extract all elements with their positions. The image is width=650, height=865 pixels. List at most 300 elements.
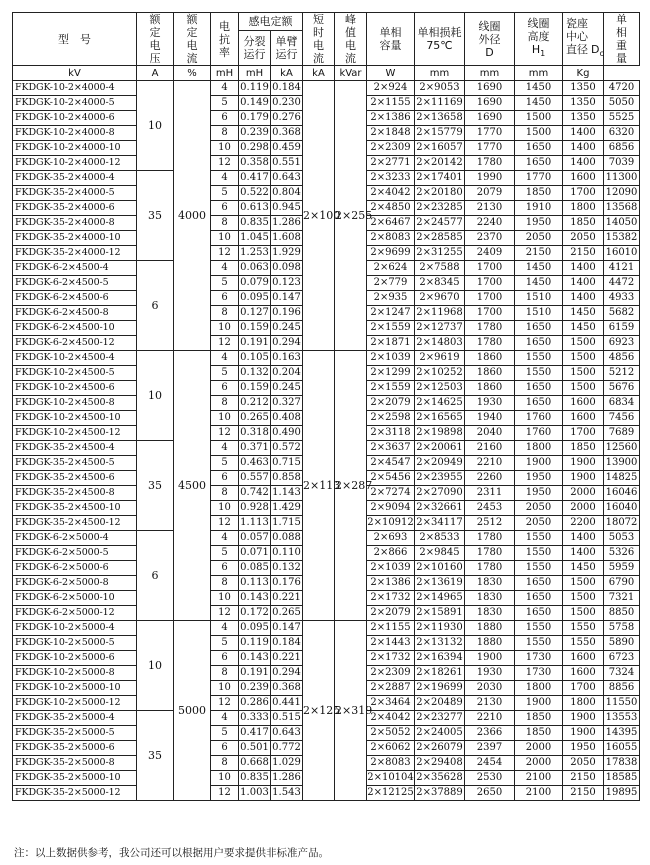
- single-arm-inductance-cell: 0.945: [271, 201, 303, 216]
- col-split-operation: 分裂运行: [239, 31, 271, 66]
- model-cell: FKDGK-35-2×4500-6: [13, 471, 137, 486]
- single-arm-inductance-cell: 0.221: [271, 651, 303, 666]
- single-arm-inductance-cell: 1.143: [271, 486, 303, 501]
- weight-cell: 4121: [604, 261, 640, 276]
- loss-cell: 2×24005: [415, 726, 465, 741]
- capacity-cell: 2×2887: [367, 681, 415, 696]
- coil-height-cell: 1760: [515, 426, 563, 441]
- weight-cell: 5676: [604, 381, 640, 396]
- loss-cell: 2×14803: [415, 336, 465, 351]
- split-inductance-cell: 0.191: [239, 666, 271, 681]
- insulator-diameter-cell: 1450: [563, 561, 604, 576]
- loss-cell: 2×23285: [415, 201, 465, 216]
- loss-cell: 2×35628: [415, 771, 465, 786]
- capacity-cell: 2×8083: [367, 231, 415, 246]
- single-arm-inductance-cell: 0.245: [271, 321, 303, 336]
- coil-height-cell: 1510: [515, 291, 563, 306]
- single-arm-inductance-cell: 0.858: [271, 471, 303, 486]
- capacity-cell: 2×8083: [367, 756, 415, 771]
- coil-diameter-cell: 2311: [465, 486, 515, 501]
- split-inductance-cell: 0.417: [239, 171, 271, 186]
- model-cell: FKDGK-35-2×5000-4: [13, 711, 137, 726]
- loss-cell: 2×34117: [415, 516, 465, 531]
- loss-cell: 2×20949: [415, 456, 465, 471]
- weight-cell: 6923: [604, 336, 640, 351]
- insulator-diameter-cell: 2150: [563, 771, 604, 786]
- model-cell: FKDGK-6-2×4500-5: [13, 276, 137, 291]
- weight-cell: 4720: [604, 81, 640, 96]
- loss-cell: 2×9845: [415, 546, 465, 561]
- col-insulator-center-diameter: 瓷座中心直径 $D_c$: [563, 13, 604, 66]
- coil-diameter-cell: 1780: [465, 336, 515, 351]
- insulator-diameter-cell: 1350: [563, 81, 604, 96]
- loss-cell: 2×28585: [415, 231, 465, 246]
- single-arm-inductance-cell: 0.572: [271, 441, 303, 456]
- reactance-cell: 5: [211, 276, 239, 291]
- split-inductance-cell: 0.417: [239, 726, 271, 741]
- model-cell: FKDGK-35-2×5000-8: [13, 756, 137, 771]
- split-inductance-cell: 0.463: [239, 456, 271, 471]
- split-inductance-cell: 0.057: [239, 531, 271, 546]
- single-arm-inductance-cell: 1.286: [271, 216, 303, 231]
- loss-cell: 2×13619: [415, 576, 465, 591]
- insulator-diameter-cell: 1850: [563, 441, 604, 456]
- capacity-cell: 2×1848: [367, 126, 415, 141]
- coil-height-cell: 1550: [515, 366, 563, 381]
- weight-cell: 14395: [604, 726, 640, 741]
- reactance-cell: 6: [211, 561, 239, 576]
- weight-cell: 5326: [604, 546, 640, 561]
- insulator-diameter-cell: 1400: [563, 276, 604, 291]
- loss-cell: 2×13658: [415, 111, 465, 126]
- capacity-cell: 2×4850: [367, 201, 415, 216]
- model-cell: FKDGK-6-2×4500-8: [13, 306, 137, 321]
- col-peak-current: 峰值电流: [335, 13, 367, 66]
- loss-cell: 2×23277: [415, 711, 465, 726]
- coil-diameter-cell: 1990: [465, 171, 515, 186]
- capacity-cell: 2×2309: [367, 141, 415, 156]
- weight-cell: 7324: [604, 666, 640, 681]
- coil-height-cell: 1850: [515, 726, 563, 741]
- coil-height-cell: 1650: [515, 141, 563, 156]
- capacity-cell: 2×866: [367, 546, 415, 561]
- model-cell: FKDGK-6-2×5000-4: [13, 531, 137, 546]
- model-cell: FKDGK-35-2×4000-5: [13, 186, 137, 201]
- reactance-cell: 4: [211, 261, 239, 276]
- loss-cell: 2×18261: [415, 666, 465, 681]
- weight-cell: 5959: [604, 561, 640, 576]
- reactance-cell: 5: [211, 96, 239, 111]
- split-inductance-cell: 0.501: [239, 741, 271, 756]
- reactance-cell: 10: [211, 321, 239, 336]
- weight-cell: 4472: [604, 276, 640, 291]
- weight-cell: 18585: [604, 771, 640, 786]
- loss-cell: 2×27090: [415, 486, 465, 501]
- insulator-diameter-cell: 1450: [563, 306, 604, 321]
- split-inductance-cell: 0.127: [239, 306, 271, 321]
- single-arm-inductance-cell: 0.184: [271, 81, 303, 96]
- single-arm-inductance-cell: 0.490: [271, 426, 303, 441]
- single-arm-inductance-cell: 1.543: [271, 786, 303, 801]
- capacity-cell: 2×1732: [367, 651, 415, 666]
- current-cell: 4500: [174, 351, 211, 621]
- model-cell: FKDGK-10-2×4500-4: [13, 351, 137, 366]
- model-cell: FKDGK-35-2×5000-10: [13, 771, 137, 786]
- insulator-diameter-cell: 2000: [563, 486, 604, 501]
- insulator-diameter-cell: 2050: [563, 231, 604, 246]
- col-single-phase-weight: 单相重量: [604, 13, 640, 66]
- reactance-cell: 6: [211, 741, 239, 756]
- loss-cell: 2×20180: [415, 186, 465, 201]
- model-cell: FKDGK-35-2×5000-6: [13, 741, 137, 756]
- reactance-cell: 4: [211, 711, 239, 726]
- model-cell: FKDGK-10-2×5000-4: [13, 621, 137, 636]
- weight-cell: 6834: [604, 396, 640, 411]
- coil-diameter-cell: 1700: [465, 306, 515, 321]
- coil-diameter-cell: 2397: [465, 741, 515, 756]
- split-inductance-cell: 0.212: [239, 396, 271, 411]
- insulator-diameter-cell: 1400: [563, 156, 604, 171]
- model-cell: FKDGK-35-2×4500-5: [13, 456, 137, 471]
- coil-height-cell: 1650: [515, 381, 563, 396]
- coil-diameter-cell: 1780: [465, 531, 515, 546]
- capacity-cell: 2×4042: [367, 186, 415, 201]
- coil-height-cell: 2100: [515, 771, 563, 786]
- insulator-diameter-cell: 1600: [563, 666, 604, 681]
- capacity-cell: 2×935: [367, 291, 415, 306]
- split-inductance-cell: 1.253: [239, 246, 271, 261]
- capacity-cell: 2×3118: [367, 426, 415, 441]
- weight-cell: 16010: [604, 246, 640, 261]
- coil-height-cell: 1850: [515, 711, 563, 726]
- reactance-cell: 6: [211, 201, 239, 216]
- loss-cell: 2×8345: [415, 276, 465, 291]
- reactance-cell: 12: [211, 246, 239, 261]
- coil-height-cell: 1730: [515, 666, 563, 681]
- split-inductance-cell: 0.191: [239, 336, 271, 351]
- coil-diameter-cell: 1770: [465, 126, 515, 141]
- coil-diameter-cell: 1700: [465, 276, 515, 291]
- single-arm-inductance-cell: 1.715: [271, 516, 303, 531]
- single-arm-inductance-cell: 0.147: [271, 291, 303, 306]
- split-inductance-cell: 0.613: [239, 201, 271, 216]
- model-cell: FKDGK-35-2×4500-8: [13, 486, 137, 501]
- coil-height-cell: 1770: [515, 171, 563, 186]
- loss-cell: 2×14625: [415, 396, 465, 411]
- voltage-cell: 10: [137, 81, 174, 171]
- split-inductance-cell: 0.159: [239, 381, 271, 396]
- capacity-cell: 2×1559: [367, 381, 415, 396]
- weight-cell: 15382: [604, 231, 640, 246]
- insulator-diameter-cell: 1600: [563, 396, 604, 411]
- capacity-cell: 2×3464: [367, 696, 415, 711]
- weight-cell: 7039: [604, 156, 640, 171]
- insulator-diameter-cell: 1700: [563, 426, 604, 441]
- split-inductance-cell: 1.113: [239, 516, 271, 531]
- weight-cell: 8856: [604, 681, 640, 696]
- coil-height-cell: 1800: [515, 681, 563, 696]
- coil-diameter-cell: 1770: [465, 141, 515, 156]
- unit-cell: mm: [515, 66, 563, 81]
- reactance-cell: 6: [211, 291, 239, 306]
- reactance-cell: 5: [211, 186, 239, 201]
- reactance-cell: 5: [211, 366, 239, 381]
- weight-cell: 11550: [604, 696, 640, 711]
- col-single-phase-loss: 单相损耗 75℃: [415, 13, 465, 66]
- coil-height-cell: 1450: [515, 81, 563, 96]
- split-inductance-cell: 0.172: [239, 606, 271, 621]
- insulator-diameter-cell: 1700: [563, 681, 604, 696]
- capacity-cell: 2×10912: [367, 516, 415, 531]
- coil-height-cell: 1450: [515, 96, 563, 111]
- single-arm-inductance-cell: 0.408: [271, 411, 303, 426]
- capacity-cell: 2×624: [367, 261, 415, 276]
- coil-height-cell: 1650: [515, 156, 563, 171]
- model-cell: FKDGK-10-2×4500-5: [13, 366, 137, 381]
- loss-cell: 2×11930: [415, 621, 465, 636]
- insulator-diameter-cell: 1500: [563, 336, 604, 351]
- split-inductance-cell: 0.742: [239, 486, 271, 501]
- insulator-diameter-cell: 1900: [563, 726, 604, 741]
- capacity-cell: 2×2309: [367, 666, 415, 681]
- col-reactance-rate: 电抗率: [211, 13, 239, 66]
- insulator-diameter-cell: 1550: [563, 636, 604, 651]
- coil-height-cell: 1450: [515, 276, 563, 291]
- single-arm-inductance-cell: 0.163: [271, 351, 303, 366]
- model-cell: FKDGK-10-2×4500-12: [13, 426, 137, 441]
- insulator-diameter-cell: 1950: [563, 741, 604, 756]
- model-cell: FKDGK-6-2×5000-12: [13, 606, 137, 621]
- weight-cell: 8850: [604, 606, 640, 621]
- single-arm-inductance-cell: 0.204: [271, 366, 303, 381]
- single-arm-inductance-cell: 0.123: [271, 276, 303, 291]
- coil-height-cell: 1760: [515, 411, 563, 426]
- reactance-cell: 12: [211, 156, 239, 171]
- split-inductance-cell: 0.085: [239, 561, 271, 576]
- capacity-cell: 2×9699: [367, 246, 415, 261]
- reactance-cell: 12: [211, 516, 239, 531]
- single-arm-inductance-cell: 0.804: [271, 186, 303, 201]
- coil-height-cell: 1850: [515, 186, 563, 201]
- capacity-cell: 2×693: [367, 531, 415, 546]
- model-cell: FKDGK-10-2×4000-12: [13, 156, 137, 171]
- loss-cell: 2×24577: [415, 216, 465, 231]
- coil-diameter-cell: 2260: [465, 471, 515, 486]
- capacity-cell: 2×2598: [367, 411, 415, 426]
- capacity-cell: 2×7274: [367, 486, 415, 501]
- insulator-diameter-cell: 1600: [563, 171, 604, 186]
- coil-diameter-cell: 2030: [465, 681, 515, 696]
- split-inductance-cell: 0.265: [239, 411, 271, 426]
- model-cell: FKDGK-6-2×5000-5: [13, 546, 137, 561]
- reactance-cell: 10: [211, 591, 239, 606]
- model-cell: FKDGK-10-2×5000-6: [13, 651, 137, 666]
- split-inductance-cell: 0.298: [239, 141, 271, 156]
- capacity-cell: 2×1155: [367, 96, 415, 111]
- reactance-cell: 8: [211, 756, 239, 771]
- voltage-cell: 10: [137, 621, 174, 711]
- loss-cell: 2×12503: [415, 381, 465, 396]
- loss-cell: 2×9670: [415, 291, 465, 306]
- insulator-diameter-cell: 1850: [563, 216, 604, 231]
- insulator-diameter-cell: 1800: [563, 201, 604, 216]
- loss-cell: 2×9619: [415, 351, 465, 366]
- coil-height-cell: 1550: [515, 561, 563, 576]
- coil-diameter-cell: 1930: [465, 396, 515, 411]
- reactance-cell: 8: [211, 396, 239, 411]
- split-inductance-cell: 0.071: [239, 546, 271, 561]
- model-cell: FKDGK-10-2×4000-8: [13, 126, 137, 141]
- unit-cell: Kg: [563, 66, 604, 81]
- reactance-cell: 8: [211, 126, 239, 141]
- capacity-cell: 2×3233: [367, 171, 415, 186]
- reactance-cell: 4: [211, 81, 239, 96]
- weight-cell: 19895: [604, 786, 640, 801]
- insulator-diameter-cell: 1900: [563, 711, 604, 726]
- coil-diameter-cell: 1830: [465, 606, 515, 621]
- split-inductance-cell: 0.668: [239, 756, 271, 771]
- model-cell: FKDGK-10-2×4000-4: [13, 81, 137, 96]
- weight-cell: 6320: [604, 126, 640, 141]
- unit-cell: W: [367, 66, 415, 81]
- loss-cell: 2×23955: [415, 471, 465, 486]
- reactance-cell: 12: [211, 606, 239, 621]
- weight-cell: 5525: [604, 111, 640, 126]
- coil-diameter-cell: 2650: [465, 786, 515, 801]
- loss-cell: 2×16394: [415, 651, 465, 666]
- split-inductance-cell: 0.079: [239, 276, 271, 291]
- coil-height-cell: 1800: [515, 441, 563, 456]
- loss-cell: 2×16565: [415, 411, 465, 426]
- reactance-cell: 4: [211, 531, 239, 546]
- single-arm-inductance-cell: 0.368: [271, 681, 303, 696]
- capacity-cell: 2×1732: [367, 591, 415, 606]
- weight-cell: 5890: [604, 636, 640, 651]
- coil-diameter-cell: 2366: [465, 726, 515, 741]
- loss-cell: 2×11968: [415, 306, 465, 321]
- col-coil-outer-diameter: 线圈外径 D: [465, 13, 515, 66]
- short-time-cell: 2×125: [303, 621, 335, 801]
- single-arm-inductance-cell: 0.715: [271, 456, 303, 471]
- coil-height-cell: 2150: [515, 246, 563, 261]
- split-inductance-cell: 0.143: [239, 591, 271, 606]
- coil-diameter-cell: 2512: [465, 516, 515, 531]
- spec-table: [12, 12, 640, 801]
- coil-height-cell: 1650: [515, 321, 563, 336]
- insulator-diameter-cell: 1500: [563, 366, 604, 381]
- weight-cell: 5053: [604, 531, 640, 546]
- model-cell: FKDGK-6-2×5000-10: [13, 591, 137, 606]
- split-inductance-cell: 0.179: [239, 111, 271, 126]
- coil-height-cell: 1650: [515, 336, 563, 351]
- loss-cell: 2×14965: [415, 591, 465, 606]
- loss-cell: 2×9053: [415, 81, 465, 96]
- split-inductance-cell: 0.835: [239, 771, 271, 786]
- split-inductance-cell: 0.239: [239, 126, 271, 141]
- loss-cell: 2×31255: [415, 246, 465, 261]
- reactance-cell: 6: [211, 381, 239, 396]
- coil-height-cell: 1650: [515, 606, 563, 621]
- insulator-diameter-cell: 1500: [563, 576, 604, 591]
- unit-cell: kVar: [335, 66, 367, 81]
- coil-height-cell: 1450: [515, 261, 563, 276]
- coil-diameter-cell: 1690: [465, 111, 515, 126]
- split-inductance-cell: 0.132: [239, 366, 271, 381]
- unit-cell: mm: [465, 66, 515, 81]
- model-cell: FKDGK-10-2×4000-10: [13, 141, 137, 156]
- model-cell: FKDGK-10-2×5000-12: [13, 696, 137, 711]
- loss-cell: 2×20142: [415, 156, 465, 171]
- weight-cell: 14050: [604, 216, 640, 231]
- coil-diameter-cell: 1690: [465, 81, 515, 96]
- coil-diameter-cell: 2240: [465, 216, 515, 231]
- weight-cell: 4933: [604, 291, 640, 306]
- capacity-cell: 2×12125: [367, 786, 415, 801]
- model-cell: FKDGK-35-2×5000-5: [13, 726, 137, 741]
- weight-cell: 5212: [604, 366, 640, 381]
- split-inductance-cell: 0.105: [239, 351, 271, 366]
- weight-cell: 4856: [604, 351, 640, 366]
- table-row: [13, 351, 640, 366]
- capacity-cell: 2×5052: [367, 726, 415, 741]
- single-arm-inductance-cell: 1.608: [271, 231, 303, 246]
- split-inductance-cell: 1.045: [239, 231, 271, 246]
- insulator-diameter-cell: 2050: [563, 756, 604, 771]
- split-inductance-cell: 0.119: [239, 81, 271, 96]
- insulator-diameter-cell: 1400: [563, 141, 604, 156]
- split-inductance-cell: 0.113: [239, 576, 271, 591]
- capacity-cell: 2×4547: [367, 456, 415, 471]
- peak-cell: 2×287: [335, 351, 367, 621]
- reactance-cell: 5: [211, 636, 239, 651]
- reactance-cell: 6: [211, 651, 239, 666]
- reactance-cell: 12: [211, 786, 239, 801]
- single-arm-inductance-cell: 0.551: [271, 156, 303, 171]
- unit-cell: mH: [239, 66, 271, 81]
- weight-cell: 6856: [604, 141, 640, 156]
- capacity-cell: 2×779: [367, 276, 415, 291]
- loss-cell: 2×8533: [415, 531, 465, 546]
- single-arm-inductance-cell: 0.276: [271, 111, 303, 126]
- coil-diameter-cell: 2160: [465, 441, 515, 456]
- current-cell: 4000: [174, 81, 211, 351]
- model-cell: FKDGK-10-2×4500-6: [13, 381, 137, 396]
- weight-cell: 16046: [604, 486, 640, 501]
- single-arm-inductance-cell: 0.327: [271, 396, 303, 411]
- insulator-diameter-cell: 1450: [563, 321, 604, 336]
- capacity-cell: 2×4042: [367, 711, 415, 726]
- coil-diameter-cell: 2454: [465, 756, 515, 771]
- coil-diameter-cell: 1700: [465, 261, 515, 276]
- loss-cell: 2×10160: [415, 561, 465, 576]
- loss-cell: 2×15891: [415, 606, 465, 621]
- split-inductance-cell: 0.159: [239, 321, 271, 336]
- reactance-cell: 5: [211, 456, 239, 471]
- model-cell: FKDGK-10-2×5000-10: [13, 681, 137, 696]
- voltage-cell: 10: [137, 351, 174, 441]
- insulator-diameter-cell: 2200: [563, 516, 604, 531]
- coil-height-cell: 1550: [515, 531, 563, 546]
- model-cell: FKDGK-35-2×4000-8: [13, 216, 137, 231]
- model-cell: FKDGK-10-2×4500-8: [13, 396, 137, 411]
- weight-cell: 5682: [604, 306, 640, 321]
- reactance-cell: 4: [211, 171, 239, 186]
- coil-diameter-cell: 2130: [465, 201, 515, 216]
- model-cell: FKDGK-35-2×4000-6: [13, 201, 137, 216]
- reactance-cell: 12: [211, 426, 239, 441]
- voltage-cell: 6: [137, 531, 174, 621]
- coil-diameter-cell: 2210: [465, 456, 515, 471]
